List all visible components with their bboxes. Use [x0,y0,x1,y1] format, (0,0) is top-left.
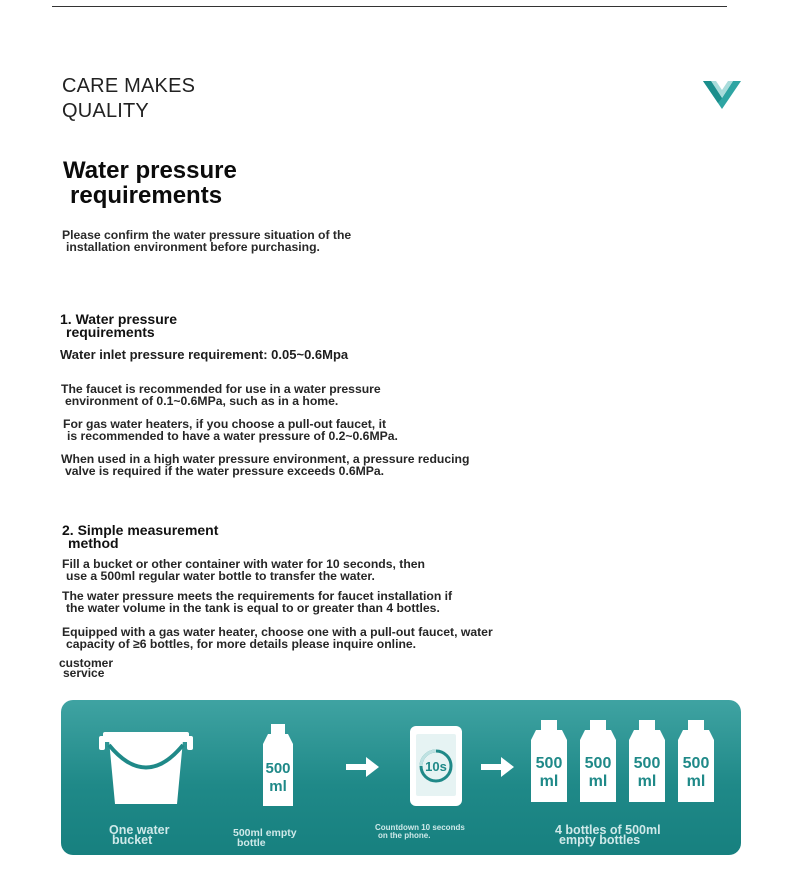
section1-paragraph-3 [61,453,469,477]
section1-heading [60,313,177,339]
bottle-icon [678,720,714,802]
paragraph-line: valve is required if the water pressure exceeds 0.6MPa. [65,464,385,478]
caption-line: One water [109,823,170,837]
intro-text [62,229,351,253]
paragraph-line: the water volume in the tank is equal to or greater than 4 bottles. [66,601,440,615]
section1-heading-line1: 1. Water pressure [60,311,177,327]
section2-paragraph-2 [62,590,452,614]
paragraph-line: is recommended to have a water pressure of 0.2~0.6MPa. [67,429,398,443]
customer-service-text [59,658,113,678]
section2-heading-line2: method [68,535,119,551]
caption-bottle [233,828,297,848]
paragraph-line: For gas water heaters, if you choose a pull-out faucet, it [63,417,387,431]
arrow-right-icon [346,757,379,777]
caption-line: 4 bottles of 500ml [555,823,661,837]
bottle-label-top: 500 [535,755,563,772]
caption-line: empty bottles [559,833,641,847]
page-title-line1: Water pressure [63,157,237,184]
brand-slogan-line1: CARE MAKES [62,75,196,97]
v-chevron-logo-icon [702,78,742,112]
intro-line2: installation environment before purchasing. [66,240,320,254]
bottle-label-bottom: ml [686,773,706,790]
paragraph-line: capacity of ≥6 bottles, for more details please inquire online. [66,637,417,651]
brand-slogan [62,74,195,124]
bottle-icon [629,720,665,802]
measurement-diagram-panel [61,700,741,855]
customer-service-line1: customer [59,656,114,670]
section2-heading [62,524,218,550]
brand-slogan-line2: QUALITY [62,100,149,122]
bottle-icon [263,724,293,806]
intro-line1: Please confirm the water pressure situation of the [62,228,352,242]
caption-phone [375,824,465,840]
paragraph-line: use a 500ml regular water bottle to transfer the water. [66,569,375,583]
bottle-icon [531,720,567,802]
section2-heading-line1: 2. Simple measurement [62,522,219,538]
bottle-label-top: 500 [584,755,612,772]
bottle-label-top: 500 [265,760,291,777]
bottle-label-bottom: ml [637,773,657,790]
section1-paragraph-1 [61,383,381,407]
bottle-icon [580,720,616,802]
bottle-label-top: 500 [633,755,661,772]
section1-paragraph-2 [63,418,398,442]
caption-bucket [109,825,169,845]
caption-line: bottle [237,837,266,849]
paragraph-line: The water pressure meets the requirements for faucet installation if [62,589,453,603]
caption-line: Countdown 10 seconds [375,823,465,832]
inlet-pressure-requirement: Water inlet pressure requirement: 0.05~0.6Mpa [60,347,349,362]
page-title-line2: requirements [70,182,223,209]
arrow-right-icon [481,757,514,777]
paragraph-line: environment of 0.1~0.6MPa, such as in a home. [65,394,339,408]
bottle-label-bottom: ml [269,778,287,795]
section2-paragraph-3 [62,626,493,650]
page-title [63,158,237,208]
bottle-label-top: 500 [682,755,710,772]
paragraph-line: When used in a high water pressure environment, a pressure reducing [61,452,470,466]
caption-line: on the phone. [378,831,431,840]
caption-line: bucket [112,833,153,847]
top-divider [52,6,727,7]
paragraph-line: Equipped with a gas water heater, choose one with a pull-out faucet, water [62,625,493,639]
paragraph-line: The faucet is recommended for use in a water pressure [61,382,381,396]
phone-timer-icon [410,726,462,806]
paragraph-line: Fill a bucket or other container with water for 10 seconds, then [62,557,425,571]
timer-label: 10s [425,759,447,774]
bottle-label-bottom: ml [539,773,559,790]
caption-line: 500ml empty [233,827,297,839]
bottle-label-bottom: ml [588,773,608,790]
customer-service-line2: service [63,666,105,680]
bucket-icon [99,732,193,804]
section1-heading-line2: requirements [66,324,155,340]
four-bottles-icon [531,720,714,802]
caption-four-bottles [555,825,661,845]
section2-paragraph-1 [62,558,425,582]
